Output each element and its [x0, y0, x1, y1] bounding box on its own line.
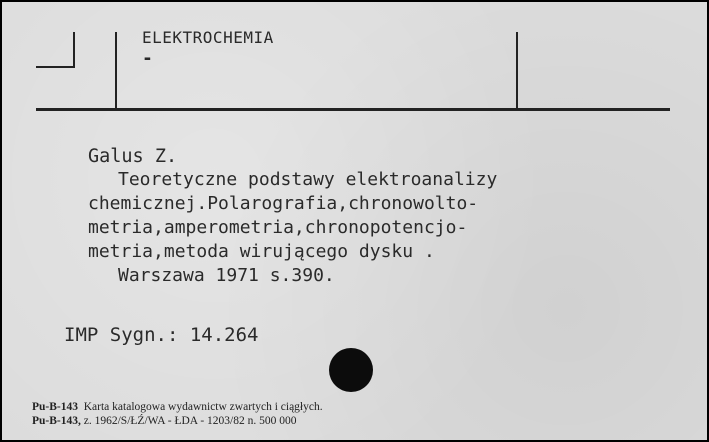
imprint: Warszawa 1971 s.390. [118, 265, 335, 286]
print-details: z. 1962/S/ŁŹ/WA - ŁDA - 1203/82 n. 500 000 [83, 415, 297, 427]
corner-mark-vertical [73, 32, 75, 68]
catalog-card [2, 2, 707, 440]
corner-mark-horizontal [36, 66, 75, 68]
form-code-2: Pu-B-143, [32, 415, 81, 427]
title-line-3: metria,amperometria,chronopotencjo- [88, 217, 468, 238]
form-description: Karta katalogowa wydawnictw zwartych i ciągłych. [83, 401, 323, 413]
header-rule [36, 108, 670, 111]
header-left-divider [115, 32, 117, 110]
title-line-1: Teoretyczne podstawy elektroanalizy [118, 169, 498, 190]
subject-heading: ELEKTROCHEMIA [142, 28, 274, 47]
footer-line-1 [32, 401, 323, 413]
call-number: IMP Sygn.: 14.264 [64, 324, 259, 346]
footer-line-2 [32, 415, 297, 427]
author: Galus Z. [88, 146, 178, 167]
subject-subheading: - [142, 48, 153, 69]
title-line-4: metria,metoda wirującego dysku . [88, 241, 435, 262]
form-code: Pu-B-143 [32, 401, 78, 413]
punch-hole [329, 348, 373, 392]
title-line-2: chemicznej.Polarografia,chronowolto- [88, 193, 479, 214]
header-right-divider [516, 32, 518, 110]
